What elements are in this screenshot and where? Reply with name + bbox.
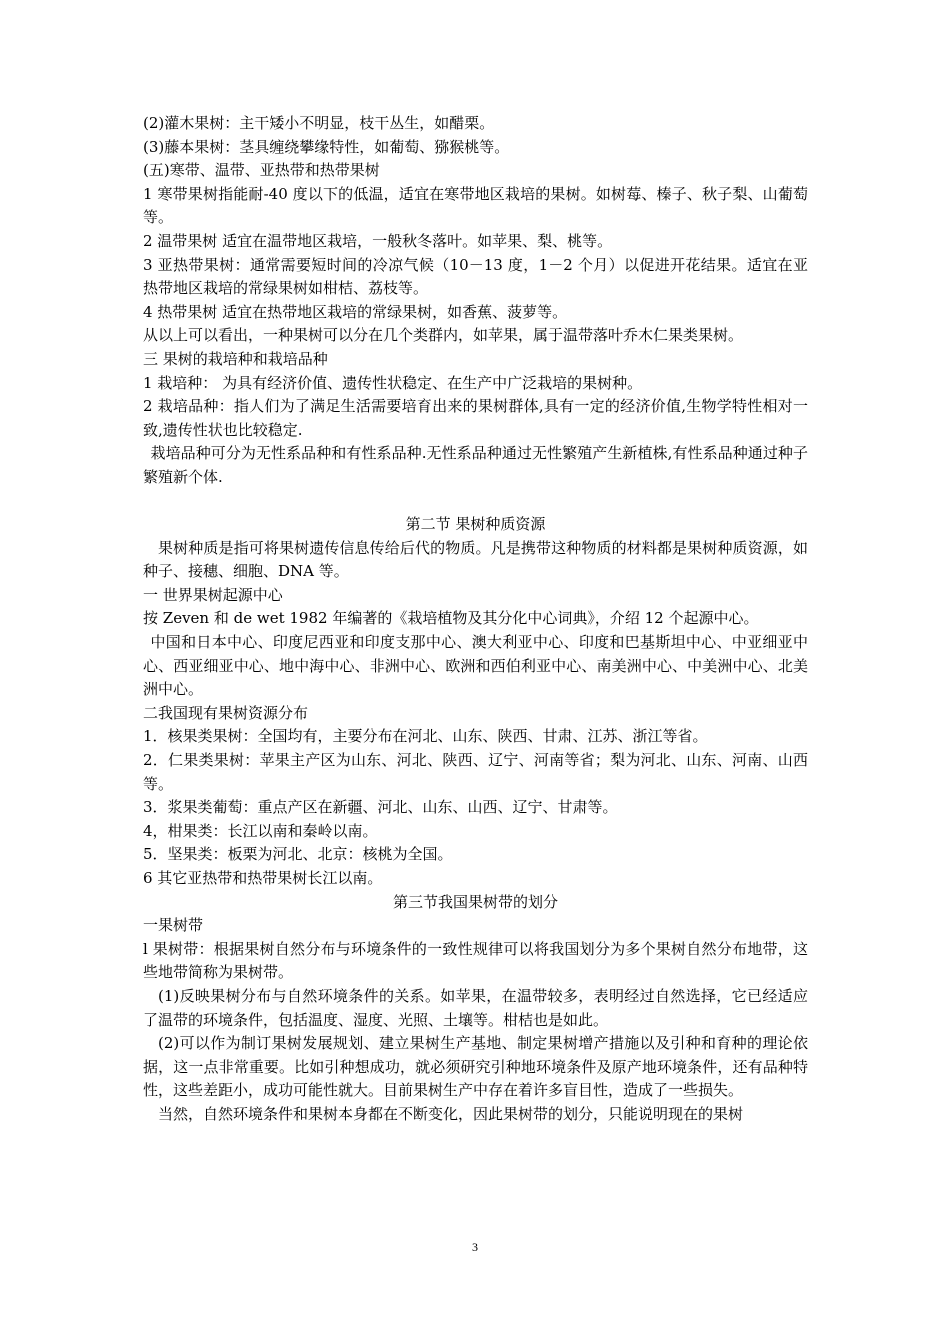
paragraph-citrus: 4，柑果类：长江以南和秦岭以南。 bbox=[143, 821, 378, 840]
paragraph-environment-changes: 当然，自然环境条件和果树本身都在不断变化，因此果树带的划分，只能说明现在的果树 bbox=[158, 1104, 744, 1123]
heading-china-resource-distribution: 二我国现有果树资源分布 bbox=[143, 703, 309, 722]
heading-fruit-zone: 一果树带 bbox=[143, 916, 204, 935]
paragraph-stone-fruits: 1．核果类果树：全国均有，主要分布在河北、山东、陕西、甘肃、江苏、浙江等省。 bbox=[143, 727, 708, 746]
paragraph-origin-center-list: 中国和日本中心、印度尼西亚和印度支那中心、澳大利亚中心、印度和巴基斯坦中心、中亚细亚中心、西亚细亚中心、地中海中心、非洲中心、欧洲和西伯利亚中心、南美洲中心、中美洲中心、北美洲中心。 bbox=[143, 633, 808, 699]
paragraph-zone-planning-basis: (2)可以作为制订果树发展规划、建立果树生产基地、制定果树增产措施以及引种和育种的理论依据，这一点非常重要。比如引种想成功，就必须研究引种地环境条件及原产地环境条件，还有品种特性，这些差距小，成功可能性就大。目前果树生产中存在着许多盲目性，造成了一些损失。 bbox=[143, 1034, 808, 1100]
heading-cultivated-species-varieties: 三 果树的栽培种和栽培品种 bbox=[143, 349, 328, 368]
paragraph-cultivated-species: 1 栽培种： 为具有经济价值、遗传性状稳定、在生产中广泛栽培的果树种。 bbox=[143, 373, 643, 392]
paragraph-subtropical-fruit-trees: 3 亚热带果树：通常需要短时间的冷凉气候（10－13 度，1－2 个月）以促进开花结果。适宜在亚热带地区栽培的常绿果树如柑桔、荔枝等。 bbox=[143, 255, 808, 298]
paragraph-berry-grapes: 3．浆果类葡萄：重点产区在新疆、河北、山东、山西、辽宁、甘肃等。 bbox=[143, 798, 618, 817]
paragraph-other-tropical: 6 其它亚热带和热带果树长江以南。 bbox=[143, 869, 383, 887]
section-title-fruit-zones: 第三节我国果树带的划分 bbox=[392, 892, 558, 911]
paragraph-vine-fruit-trees: (3)藤本果树：茎具缠绕攀缘特性，如葡萄、猕猴桃等。 bbox=[143, 137, 510, 156]
heading-world-origin-centers: 一 世界果树起源中心 bbox=[143, 585, 283, 604]
paragraph-pome-fruits: 2．仁果类果树：苹果主产区为山东、河北、陕西、辽宁、河南等省；梨为河北、山东、河南、山西等。 bbox=[143, 751, 808, 793]
paragraph-nuts: 5．坚果类：板栗为河北、北京：核桃为全国。 bbox=[143, 845, 453, 864]
paragraph-tropical-fruit-trees: 4 热带果树 适宜在热带地区栽培的常绿果树，如香蕉、菠萝等。 bbox=[143, 302, 568, 321]
document-body bbox=[143, 112, 808, 1127]
paragraph-zeven-de-wet: 按 Zeven 和 de wet 1982 年编著的《栽培植物及其分化中心词典》，介绍 12 个起源中心。 bbox=[143, 609, 759, 628]
section-spacer bbox=[143, 490, 808, 514]
section-title-germplasm: 第二节 果树种质资源 bbox=[405, 515, 546, 534]
paragraph-cold-zone-fruit-trees: 1 寒带果树指能耐-40 度以下的低温，适宜在寒带地区栽培的果树。如树莓、榛子、秋子梨、山葡萄等。 bbox=[143, 184, 808, 227]
paragraph-temperate-fruit-trees: 2 温带果树 适宜在温带地区栽培，一般秋冬落叶。如苹果、梨、桃等。 bbox=[143, 231, 613, 250]
page-number: 3 bbox=[472, 1240, 478, 1254]
heading-climate-zone-fruit-trees: (五)寒带、温带、亚热带和热带果树 bbox=[143, 161, 380, 180]
paragraph-germplasm-definition: 果树种质是指可将果树遗传信息传给后代的物质。凡是携带这种物质的材料都是果树种质资源，如种子、接穗、细胞、DNA 等。 bbox=[143, 538, 808, 581]
paragraph-multiple-groups-note: 从以上可以看出，一种果树可以分在几个类群内，如苹果，属于温带落叶乔木仁果类果树。 bbox=[143, 326, 744, 345]
paragraph-cultivated-variety: 2 栽培品种：指人们为了满足生活需要培育出来的果树群体,具有一定的经济价值,生物学特性相对一致,遗传性状也比较稳定. bbox=[143, 397, 808, 439]
paragraph-shrub-fruit-trees: (2)灌木果树：主干矮小不明显，枝干丛生，如醋栗。 bbox=[143, 114, 495, 132]
paragraph-clonal-sexual-varieties: 栽培品种可分为无性系品种和有性系品种.无性系品种通过无性繁殖产生新植株,有性系品种通过种子繁殖新个体. bbox=[143, 444, 808, 486]
paragraph-zone-environment-relation: (1)反映果树分布与自然环境条件的关系。如苹果，在温带较多，表明经过自然选择，它已经适应了温带的环境条件，包括温度、湿度、光照、土壤等。柑桔也是如此。 bbox=[143, 986, 808, 1029]
paragraph-fruit-zone-definition: l 果树带：根据果树自然分布与环境条件的一致性规律可以将我国划分为多个果树自然分布地带，这些地带简称为果树带。 bbox=[143, 939, 808, 982]
